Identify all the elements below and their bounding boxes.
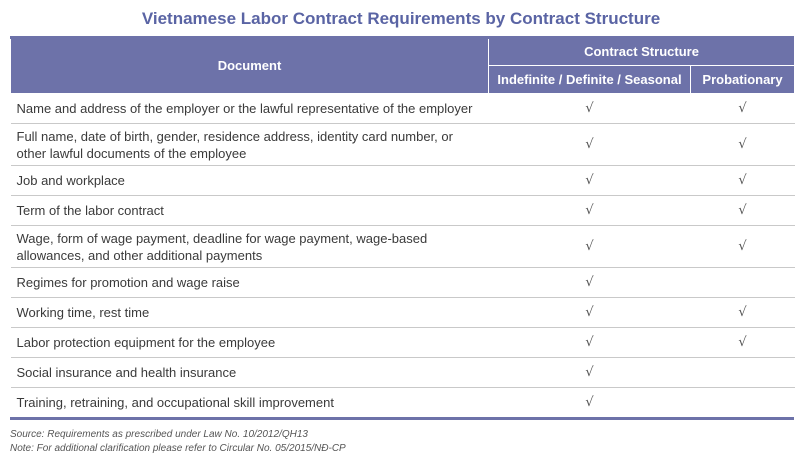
table-row bbox=[11, 166, 795, 196]
check-icon: √ bbox=[585, 173, 594, 188]
check-icon: √ bbox=[585, 275, 594, 290]
probationary-header: Probationary bbox=[691, 66, 795, 94]
check-icon: √ bbox=[738, 173, 747, 188]
check-icon: √ bbox=[585, 137, 594, 152]
table-row bbox=[11, 94, 795, 124]
requirements-table-frame bbox=[10, 37, 794, 420]
table-row bbox=[11, 226, 795, 268]
table-row bbox=[11, 328, 795, 358]
document-cell: Working time, rest time bbox=[16, 305, 150, 320]
indefinite-definite-seasonal-header: Indefinite / Definite / Seasonal bbox=[489, 66, 691, 94]
table-title: Vietnamese Labor Contract Requirements by Contract Structure bbox=[141, 9, 661, 28]
empty-cell bbox=[691, 358, 795, 388]
contract-structure-header: Contract Structure bbox=[489, 38, 795, 66]
empty-cell bbox=[691, 388, 795, 418]
check-icon: √ bbox=[738, 137, 747, 152]
check-icon: √ bbox=[738, 305, 747, 320]
footnotes bbox=[10, 428, 346, 456]
check-icon: √ bbox=[585, 335, 594, 350]
document-cell: Social insurance and health insurance bbox=[16, 365, 237, 380]
document-column-header: Document bbox=[11, 38, 489, 94]
table-body bbox=[11, 94, 795, 418]
table-row bbox=[11, 358, 795, 388]
empty-cell bbox=[691, 268, 795, 298]
table-row bbox=[11, 388, 795, 418]
document-cell: Wage, form of wage payment, deadline for wage payment, wage-based allowances, and other additional payments bbox=[16, 230, 428, 263]
document-cell: Job and workplace bbox=[16, 173, 125, 188]
check-icon: √ bbox=[738, 239, 747, 254]
document-cell: Regimes for promotion and wage raise bbox=[16, 275, 240, 290]
source-note: Source: Requirements as prescribed under Law No. 10/2012/QH13 bbox=[10, 429, 308, 440]
document-cell: Training, retraining, and occupational skill improvement bbox=[16, 395, 334, 410]
document-cell: Name and address of the employer or the lawful representative of the employer bbox=[16, 101, 473, 116]
table-row bbox=[11, 124, 795, 166]
table-header bbox=[11, 38, 795, 94]
check-icon: √ bbox=[585, 239, 594, 254]
table-row bbox=[11, 196, 795, 226]
check-icon: √ bbox=[585, 101, 594, 116]
table-top-rule bbox=[10, 36, 794, 39]
requirements-table bbox=[10, 37, 795, 417]
check-icon: √ bbox=[585, 365, 594, 380]
check-icon: √ bbox=[738, 335, 747, 350]
check-icon: √ bbox=[738, 203, 747, 218]
document-cell: Term of the labor contract bbox=[16, 203, 164, 218]
table-row bbox=[11, 298, 795, 328]
table-row bbox=[11, 268, 795, 298]
table-bottom-rule bbox=[10, 417, 794, 420]
check-icon: √ bbox=[585, 305, 594, 320]
document-cell: Labor protection equipment for the employee bbox=[16, 335, 276, 350]
document-cell: Full name, date of birth, gender, residence address, identity card number, or other lawful documents of the employee bbox=[16, 128, 453, 161]
check-icon: √ bbox=[585, 395, 594, 410]
clarification-note: Note: For additional clarification please refer to Circular No. 05/2015/NĐ-CP bbox=[10, 443, 346, 454]
check-icon: √ bbox=[738, 101, 747, 116]
check-icon: √ bbox=[585, 203, 594, 218]
